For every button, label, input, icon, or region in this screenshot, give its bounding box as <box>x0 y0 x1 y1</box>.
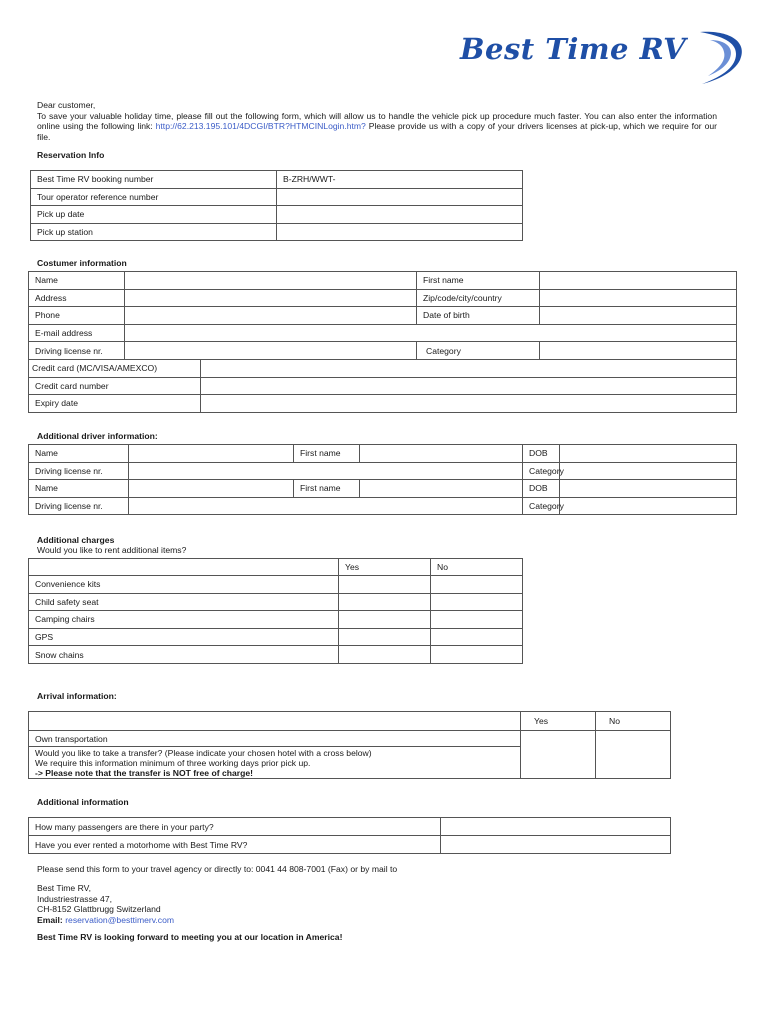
charge-item-label: GPS <box>29 628 339 646</box>
send-instructions: Please send this form to your travel agency or directly to: 0041 44 808-7001 (Fax) or by mail to <box>37 864 398 874</box>
charge-item-label: Camping chairs <box>29 611 339 629</box>
category-label: Category <box>417 342 540 360</box>
zip-field[interactable] <box>540 289 737 307</box>
charge-no-checkbox[interactable] <box>431 611 523 629</box>
charge-item-label: Convenience kits <box>29 576 339 594</box>
charge-no-checkbox[interactable] <box>431 576 523 594</box>
charge-no-checkbox[interactable] <box>431 593 523 611</box>
charge-yes-checkbox[interactable] <box>339 593 431 611</box>
additional-table <box>28 817 671 854</box>
charge-yes-checkbox[interactable] <box>339 646 431 664</box>
driver1-category-field[interactable] <box>560 462 737 480</box>
name-label: Name <box>29 272 125 290</box>
booking-value[interactable]: B-ZRH/WWT- <box>277 171 523 189</box>
email-field[interactable] <box>125 324 737 342</box>
driver2-first-name-label: First name <box>294 480 360 498</box>
driver1-license-field[interactable] <box>129 462 523 480</box>
tour-ref-field[interactable] <box>277 188 523 206</box>
phone-field[interactable] <box>125 307 417 325</box>
driver1-name-label: Name <box>29 445 129 463</box>
charge-no-checkbox[interactable] <box>431 646 523 664</box>
customer-table <box>28 271 737 413</box>
passengers-label: How many passengers are there in your party? <box>29 818 441 836</box>
driver2-name-label: Name <box>29 480 129 498</box>
driver2-license-label: Driving license nr. <box>29 497 129 515</box>
online-form-link[interactable]: http://62.213.195.101/4DCGI/BTR?HTMCINLogin.htm? <box>155 121 366 131</box>
additional-title: Additional information <box>37 797 129 807</box>
intro-paragraph <box>37 111 717 143</box>
charges-table <box>28 558 523 664</box>
driver1-name-field[interactable] <box>129 445 294 463</box>
expiry-field[interactable] <box>201 395 737 413</box>
driver2-name-field[interactable] <box>129 480 294 498</box>
pickup-date-field[interactable] <box>277 206 523 224</box>
email-label: Email: <box>37 914 63 925</box>
dob-field[interactable] <box>540 307 737 325</box>
driver1-license-label: Driving license nr. <box>29 462 129 480</box>
own-transport-label: Own transportation <box>29 731 521 747</box>
phone-label: Phone <box>29 307 125 325</box>
arrival-table <box>28 711 671 779</box>
charges-yes-header: Yes <box>339 559 431 576</box>
transfer-question <box>29 747 521 779</box>
pickup-date-label: Pick up date <box>31 206 277 224</box>
address-label: Address <box>29 289 125 307</box>
name-field[interactable] <box>125 272 417 290</box>
arrival-yes-header: Yes <box>521 712 596 731</box>
arrival-no-checkbox[interactable] <box>596 731 671 779</box>
credit-card-label: Credit card (MC/VISA/AMEXCO) <box>29 359 201 377</box>
zip-label: Zip/code/city/country <box>417 289 540 307</box>
driver1-first-name-label: First name <box>294 445 360 463</box>
transfer-warning: -> Please note that the transfer is NOT free of charge! <box>35 768 254 778</box>
charge-item-label: Snow chains <box>29 646 339 664</box>
expiry-label: Expiry date <box>29 395 201 413</box>
driver1-first-name-field[interactable] <box>360 445 523 463</box>
charge-yes-checkbox[interactable] <box>339 628 431 646</box>
charges-no-header: No <box>431 559 523 576</box>
charges-header-blank <box>29 559 339 576</box>
arrival-no-header: No <box>596 712 671 731</box>
email-label: E-mail address <box>29 324 125 342</box>
pickup-station-label: Pick up station <box>31 223 277 241</box>
intro-p2: Please provide us with a copy of your drivers licenses at pick-up, which we require for our file. <box>37 121 717 142</box>
charges-question: Would you like to rent additional items? <box>37 545 187 555</box>
closing-message: Best Time RV is looking forward to meeting you at our location in America! <box>37 932 343 942</box>
address-field[interactable] <box>125 289 417 307</box>
tour-ref-label: Tour operator reference number <box>31 188 277 206</box>
license-field[interactable] <box>125 342 417 360</box>
rented-before-field[interactable] <box>441 836 671 854</box>
logo-swoosh-icon <box>690 26 760 88</box>
driver2-category-field[interactable] <box>560 497 737 515</box>
street: Industriestrasse 47, <box>37 893 112 904</box>
driver2-license-field[interactable] <box>129 497 523 515</box>
driver2-first-name-field[interactable] <box>360 480 523 498</box>
first-name-label: First name <box>417 272 540 290</box>
first-name-field[interactable] <box>540 272 737 290</box>
company-name: Best Time RV, <box>37 883 91 893</box>
driver2-dob-label: DOB <box>523 480 560 498</box>
arrival-header-blank <box>29 712 521 731</box>
email-link[interactable]: reservation@besttimerv.com <box>65 914 175 925</box>
intro-text <box>37 100 717 142</box>
charge-yes-checkbox[interactable] <box>339 576 431 594</box>
charge-no-checkbox[interactable] <box>431 628 523 646</box>
reservation-title: Reservation Info <box>37 150 105 160</box>
driver1-dob-field[interactable] <box>560 445 737 463</box>
company-logo <box>460 26 760 88</box>
driver2-category-label: Category <box>523 497 560 515</box>
rented-before-label: Have you ever rented a motorhome with Best Time RV? <box>29 836 441 854</box>
reservation-table <box>30 170 523 241</box>
transfer-line2: We require this information minimum of three working days prior pick up. <box>35 758 311 768</box>
greeting: Dear customer, <box>37 100 96 110</box>
driver2-dob-field[interactable] <box>560 480 737 498</box>
pickup-station-field[interactable] <box>277 223 523 241</box>
category-field[interactable] <box>540 342 737 360</box>
mailing-address <box>37 883 174 925</box>
arrival-title: Arrival information: <box>37 691 117 701</box>
logo-text: Best Time RV <box>460 32 687 66</box>
customer-title: Costumer information <box>37 258 127 268</box>
city: CH-8152 Glattbrugg Switzerland <box>37 904 161 914</box>
charge-item-label: Child safety seat <box>29 593 339 611</box>
driver-title: Additional driver information: <box>37 431 158 441</box>
driver1-dob-label: DOB <box>523 445 560 463</box>
intro-p1: To save your valuable holiday time, please fill out the following form, which will allow us to handle the vehicle pick up procedure much faster. You can also enter the information online using the following link: <box>37 110 717 131</box>
cc-number-field[interactable] <box>201 377 737 395</box>
cc-number-label: Credit card number <box>29 377 201 395</box>
charge-yes-checkbox[interactable] <box>339 611 431 629</box>
arrival-yes-checkbox[interactable] <box>521 731 596 779</box>
driver1-category-label: Category <box>523 462 560 480</box>
license-label: Driving license nr. <box>29 342 125 360</box>
passengers-field[interactable] <box>441 818 671 836</box>
booking-label: Best Time RV booking number <box>31 171 277 189</box>
driver-table <box>28 444 737 515</box>
credit-card-field[interactable] <box>201 359 737 377</box>
dob-label: Date of birth <box>417 307 540 325</box>
charges-title: Additional charges <box>37 535 115 545</box>
transfer-line1: Would you like to take a transfer? (Please indicate your chosen hotel with a cross below) <box>35 748 372 758</box>
